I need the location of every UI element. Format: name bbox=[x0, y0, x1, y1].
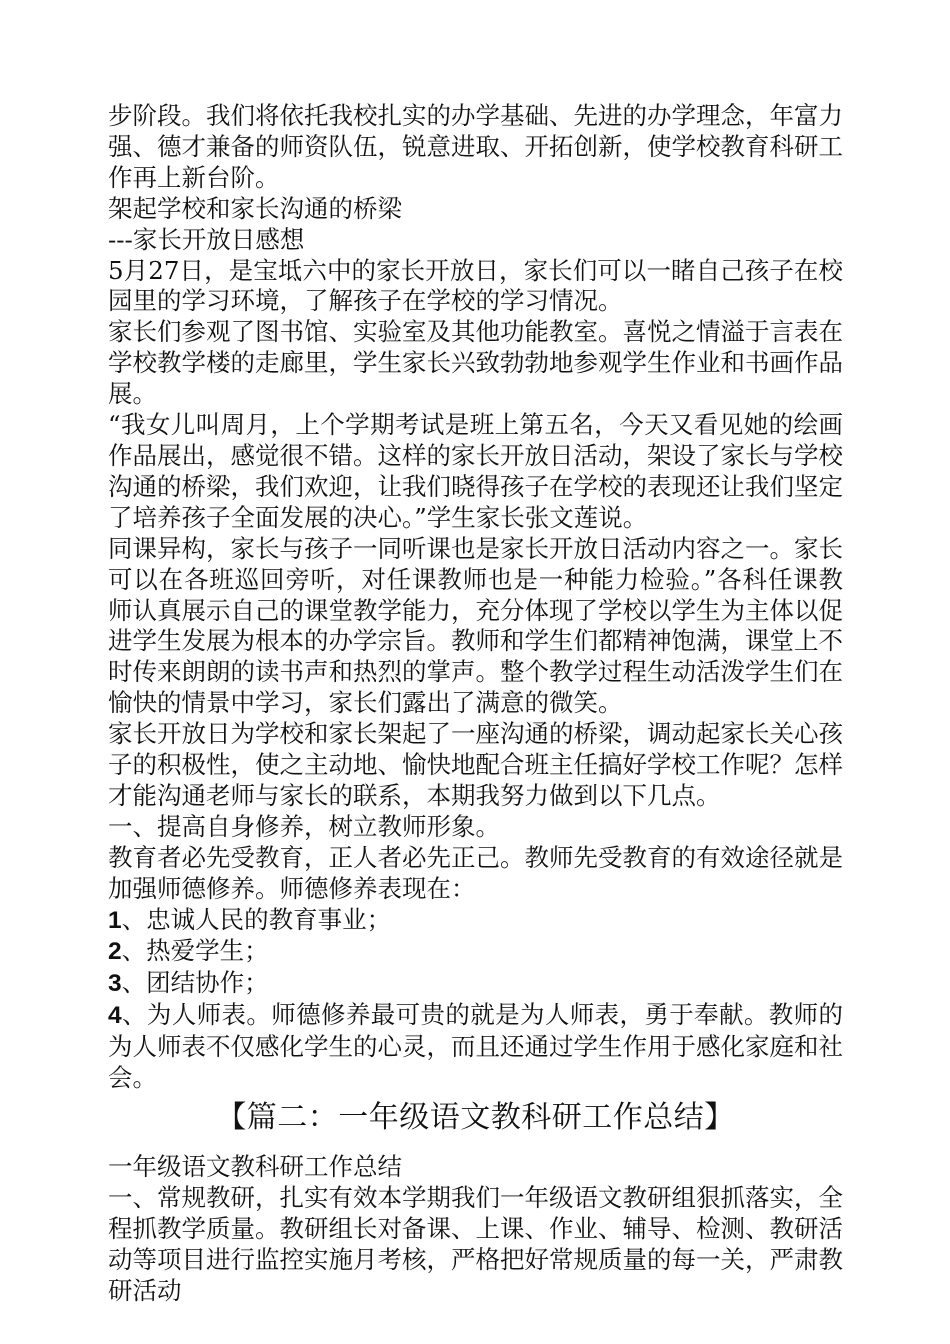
list-item-text: 、忠诚人民的教育事业； bbox=[121, 904, 392, 934]
paragraph-visit: 家长们参观了图书馆、实验室及其他功能教室。喜悦之情溢于言表在学校教学楼的走廊里，学生家长兴致勃勃地参观学生作业和书画作品展。 bbox=[108, 317, 843, 409]
list-item-number: 2 bbox=[108, 938, 122, 966]
list-item bbox=[108, 905, 843, 937]
list-item-text: 、为人师表。师德修养最可贵的就是为人师表，勇于奉献。教师的为人师表不仅感化学生的心灵，而且还通过学生作用于感化家庭和社会。 bbox=[108, 1000, 843, 1093]
list-item-number: 1 bbox=[108, 906, 122, 934]
summary-title: 一年级语文教科研工作总结 bbox=[108, 1152, 402, 1181]
paragraph-teacher-ethics: 教育者必先受教育，正人者必先正己。教师先受教育的有效途径就是加强师德修养。师德修养表现在： bbox=[108, 842, 843, 903]
list-item bbox=[108, 1000, 843, 1094]
paragraph-intro-continuation: 步阶段。我们将依托我校扎实的办学基础、先进的办学理念，年富力强、德才兼备的师资队伍，锐意进取、开拓创新，使学校教育科研工作再上新台阶。 bbox=[108, 101, 843, 192]
paragraph-class-observation: 同课异构，家长与孩子一同听课也是家长开放日活动内容之一。家长可以在各班巡回旁听，对任课教师也是一种能力检验。”各科任课教师认真展示自己的课堂教学能力，充分体现了学校以学生为主体以促进学生发展为根本的办学宗旨。教师和学生们都精神饱满，课堂上不时传来朗朗的读书声和热烈的掌声。整个教学过程生动活泼学生们在愉快的情景中学习，家长们露出了满意的微笑。 bbox=[108, 533, 843, 718]
list-item bbox=[108, 968, 843, 1000]
paragraph-routine-research: 一、常规教研，扎实有效本学期我们一年级语文教研组狠抓落实，全程抓教学质量。教研组长对备课、上课、作业、辅导、检测、教研活动等项目进行监控实施月考核，严格把好常规质量的每一关，严肃教研活动 bbox=[108, 1182, 843, 1305]
article-subtitle: ---家长开放日感想 bbox=[108, 224, 305, 254]
paragraph-bridge: 家长开放日为学校和家长架起了一座沟通的桥梁，调动起家长关心孩子的积极性，使之主动地、愉快地配合班主任搞好学校工作呢？怎样才能沟通老师与家长的联系，本期我努力做到以下几点。 bbox=[108, 719, 843, 810]
list-item-number: 4 bbox=[108, 1002, 122, 1030]
section-heading-part-two: 【篇二：一年级语文教科研工作总结】 bbox=[216, 1100, 735, 1135]
article-title: 架起学校和家长沟通的桥梁 bbox=[108, 193, 402, 223]
list-item-text: 、团结协作； bbox=[121, 968, 269, 998]
list-item-number: 3 bbox=[108, 970, 122, 998]
paragraph-parent-quote: “我女儿叫周月，上个学期考试是班上第五名，今天又看见她的绘画作品展出，感觉很不错。这样的家长开放日活动，架设了家长与学校沟通的桥梁，我们欢迎，让我们晓得孩子在学校的表现还让我们坚定了培养孩子全面发展的决心。”学生家长张文莲说。 bbox=[108, 410, 843, 532]
list-item bbox=[108, 936, 843, 968]
list-item-text: 、热爱学生； bbox=[121, 936, 269, 966]
section-heading-one: 一、提高自身修养，树立教师形象。 bbox=[108, 811, 500, 841]
paragraph-open-day-date: 5月27日，是宝坻六中的家长开放日，家长们可以一睹自己孩子在校园里的学习环境，了解孩子在学校的学习情况。 bbox=[108, 255, 843, 316]
document-body bbox=[108, 101, 843, 1307]
